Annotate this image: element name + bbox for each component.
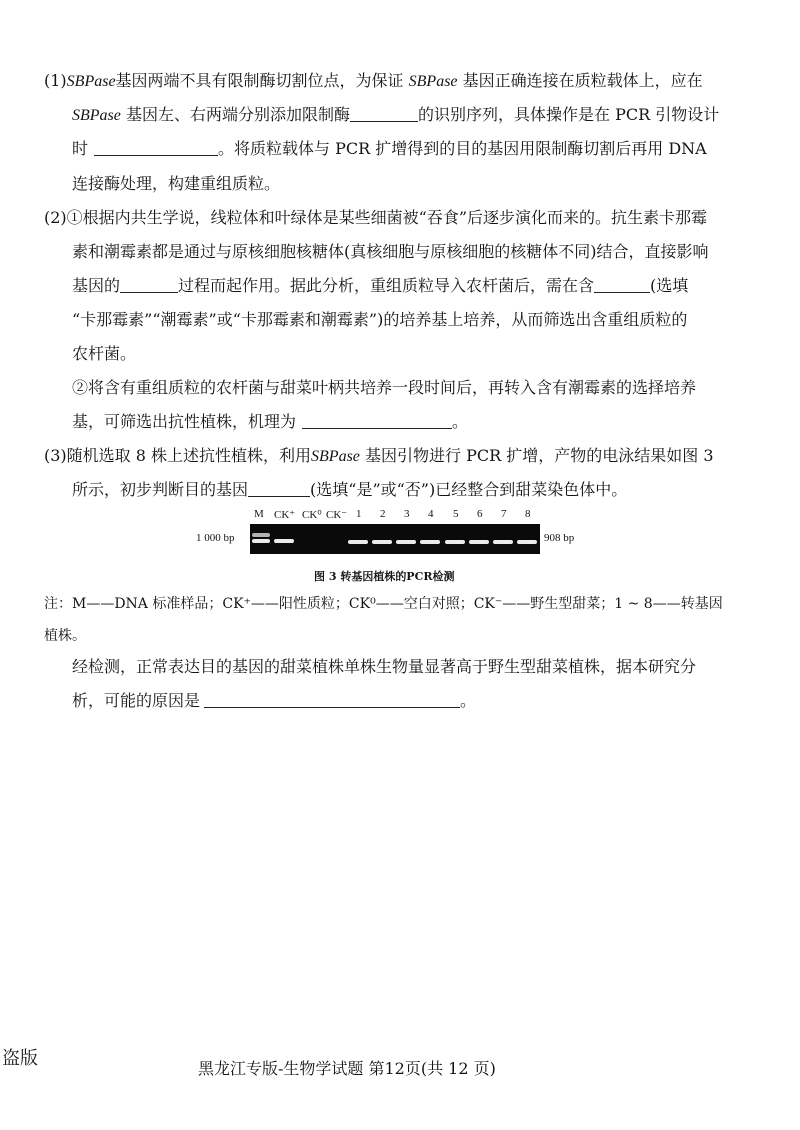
text: 。 — [452, 412, 469, 431]
q1-line-4: 连接酶处理，构建重组质粒。 — [72, 174, 281, 193]
lane-label: 8 — [525, 508, 531, 520]
gel-band — [396, 540, 416, 544]
q2-line-6: ②将含有重组质粒的农杆菌与甜菜叶柄共培养一段时间后，再转入含有潮霉素的选择培养 — [72, 378, 697, 397]
text: 。 — [460, 691, 477, 710]
text: 基因左、右两端分别添加限制酶 — [125, 105, 350, 124]
q3-line-1 — [44, 445, 714, 468]
lane-label: CK⁻ — [326, 509, 348, 521]
q3-line-2 — [72, 479, 627, 501]
gene-name: SBPase — [66, 73, 116, 90]
figure-note-1: 注：M——DNA 标准样品；CK⁺——阳性质粒；CK⁰——空白对照；CK⁻——野生型甜菜；1 ~ 8——转基因 — [44, 596, 723, 612]
gel-band — [517, 540, 537, 544]
lane-label: 6 — [477, 508, 483, 520]
answer-blank[interactable] — [204, 691, 460, 708]
watermark-stamp: 盗版 — [2, 1048, 38, 1069]
q2-line-7 — [72, 411, 468, 433]
lane-label: CK⁺ — [274, 509, 296, 521]
text: 基因的 — [72, 276, 121, 295]
q1-line-2 — [72, 104, 719, 127]
left-size-marker: 1 000 bp — [196, 532, 235, 544]
text: 基因引物进行 PCR 扩增，产物的电泳结果如图 3 — [365, 446, 714, 465]
q2-line-1: (2)①根据内共生学说，线粒体和叶绿体是某些细菌被“吞食”后逐步演化而来的。抗生素卡那霉 — [44, 208, 708, 227]
q2-line-5: 农杆菌。 — [72, 344, 137, 363]
right-size-marker: 908 bp — [544, 532, 575, 544]
text: 基，可筛选出抗性植株，机理为 — [72, 412, 297, 431]
lane-label: 2 — [380, 508, 386, 520]
marker-band — [252, 539, 270, 543]
gel-band — [348, 540, 368, 544]
lane-label: 4 — [428, 508, 434, 520]
answer-blank[interactable] — [594, 276, 650, 293]
gel-band — [445, 540, 465, 544]
q1-number: (1) — [44, 71, 67, 90]
gel-electrophoresis-figure — [196, 508, 616, 568]
lane-label: 7 — [501, 508, 507, 520]
gene-name: SBPase — [408, 73, 458, 90]
page-footer: 黑龙江专版-生物学试题 第12页(共 12 页) — [198, 1059, 496, 1078]
gel-band — [493, 540, 513, 544]
q1-line-1 — [44, 70, 703, 93]
q3-line-3: 经检测，正常表达目的基因的甜菜植株单株生物量显著高于野生型甜菜植株，据本研究分 — [72, 657, 697, 676]
text: 析，可能的原因是 — [72, 691, 201, 710]
lane-label: 1 — [356, 508, 362, 520]
text: 基因两端不具有限制酶切割位点，为保证 — [115, 71, 404, 90]
answer-blank[interactable] — [248, 480, 310, 497]
lane-label: 3 — [404, 508, 410, 520]
answer-blank[interactable] — [302, 412, 452, 429]
text: 所示，初步判断目的基因 — [72, 480, 249, 499]
lane-label: CK⁰ — [302, 509, 322, 521]
figure-note-2: 植株。 — [44, 628, 86, 644]
gel-band — [372, 540, 392, 544]
lane-label: 5 — [453, 508, 459, 520]
q3-line-4 — [72, 690, 476, 712]
figure-caption: 图 3 转基因植株的PCR检测 — [314, 570, 455, 583]
gel-band — [274, 539, 294, 543]
lane-label: M — [254, 508, 264, 520]
text: 过程而起作用。据此分析，重组质粒导入农杆菌后，需在含 — [178, 276, 595, 295]
gel-band — [469, 540, 489, 544]
answer-blank[interactable] — [350, 105, 418, 122]
gel-image — [250, 524, 540, 554]
gene-name: SBPase — [311, 448, 360, 465]
text: 基因正确连接在质粒载体上，应在 — [462, 71, 703, 90]
text: 的识别序列，具体操作是在 PCR 引物设计 — [417, 105, 720, 124]
text: (选填“是”或“否”)已经整合到甜菜染色体中。 — [310, 480, 628, 499]
answer-blank[interactable] — [120, 276, 178, 293]
q2-line-2: 素和潮霉素都是通过与原核细胞核糖体(真核细胞与原核细胞的核糖体不同)结合，直接影响 — [72, 242, 709, 261]
q1-line-3 — [72, 138, 707, 160]
gene-name: SBPase — [72, 107, 121, 124]
marker-band — [252, 533, 270, 537]
answer-blank[interactable] — [94, 139, 218, 156]
q2-line-3 — [72, 275, 688, 297]
gel-band — [420, 540, 440, 544]
text: (3)随机选取 8 株上述抗性植株，利用 — [44, 446, 312, 465]
text: 时 — [72, 139, 89, 158]
q2-line-4: “卡那霉素”“潮霉素”或“卡那霉素和潮霉素”)的培养基上培养，从而筛选出含重组质粒的 — [72, 310, 688, 329]
text: 。将质粒载体与 PCR 扩增得到的目的基因用限制酶切割后再用 DNA — [218, 139, 707, 158]
text: (选填 — [650, 276, 689, 295]
